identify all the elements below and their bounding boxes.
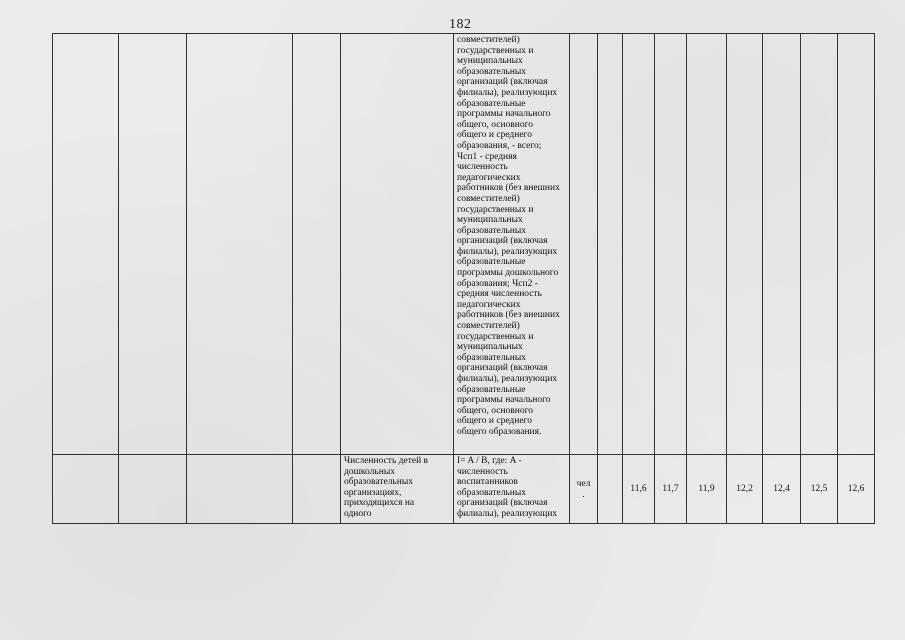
- table-cell: [570, 34, 598, 455]
- formula-cell: [454, 34, 570, 455]
- unit-label: чел .: [576, 478, 591, 500]
- value-cell: [838, 455, 875, 524]
- formula-cell: [454, 455, 570, 524]
- table-cell: [598, 455, 623, 524]
- page-number: 182: [449, 17, 472, 32]
- value: 11,7: [662, 483, 679, 494]
- value-cell: [655, 455, 687, 524]
- value: 12,2: [736, 483, 753, 494]
- table-cell: [293, 34, 341, 455]
- table-cell: [687, 34, 727, 455]
- table-cell: [119, 455, 187, 524]
- table-cell: [655, 34, 687, 455]
- value: 11,9: [698, 483, 715, 494]
- table-cell: [727, 34, 763, 455]
- indicator-name: Численность детей в дошкольных образовательных организациях, приходящихся на одного: [344, 456, 429, 519]
- table-cell: [801, 34, 838, 455]
- formula-text: I= A / B, где: A - численность воспитанников образовательных организаций (включая филиалы), реализующих: [457, 456, 558, 519]
- table-cell: [53, 455, 119, 524]
- indicator-name-cell: [341, 455, 454, 524]
- table-cell: [187, 34, 293, 455]
- value: 12,4: [773, 483, 790, 494]
- value-cell: [687, 455, 727, 524]
- table-row: [53, 34, 875, 455]
- value: 11,6: [630, 483, 647, 494]
- table-cell: [53, 34, 119, 455]
- value-cell: [763, 455, 801, 524]
- unit-cell: [570, 455, 598, 524]
- value-cell: [801, 455, 838, 524]
- table-row: [53, 455, 875, 524]
- formula-text: совместителей) государственных и муниципальных образовательных организаций (включая филиалы), реализующих образовательные программы начального общего, основного общего и среднего образования, - всего; Чсп1 - средняя численность педагогических работников (без внешних совместителей) государственных и муниципальных образовательных организаций (включая филиалы), реализующих образовательные программы дошкольного образования; Чсп2 - средняя численность педагогических работников (без внешних совместителей) государственных и муниципальных образовательных организаций (включая филиалы), реализующих образовательные программы начального общего, основного общего и среднего общего образования.: [457, 35, 560, 437]
- table-cell: [598, 34, 623, 455]
- table-cell: [341, 34, 454, 455]
- value-cell: [623, 455, 655, 524]
- table-cell: [187, 455, 293, 524]
- indicators-table: [52, 33, 875, 524]
- table-cell: [623, 34, 655, 455]
- value: 12,6: [847, 483, 865, 494]
- table-cell: [838, 34, 875, 455]
- table-cell: [293, 455, 341, 524]
- table-cell: [119, 34, 187, 455]
- table-cell: [763, 34, 801, 455]
- value: 12,5: [810, 483, 828, 494]
- value-cell: [727, 455, 763, 524]
